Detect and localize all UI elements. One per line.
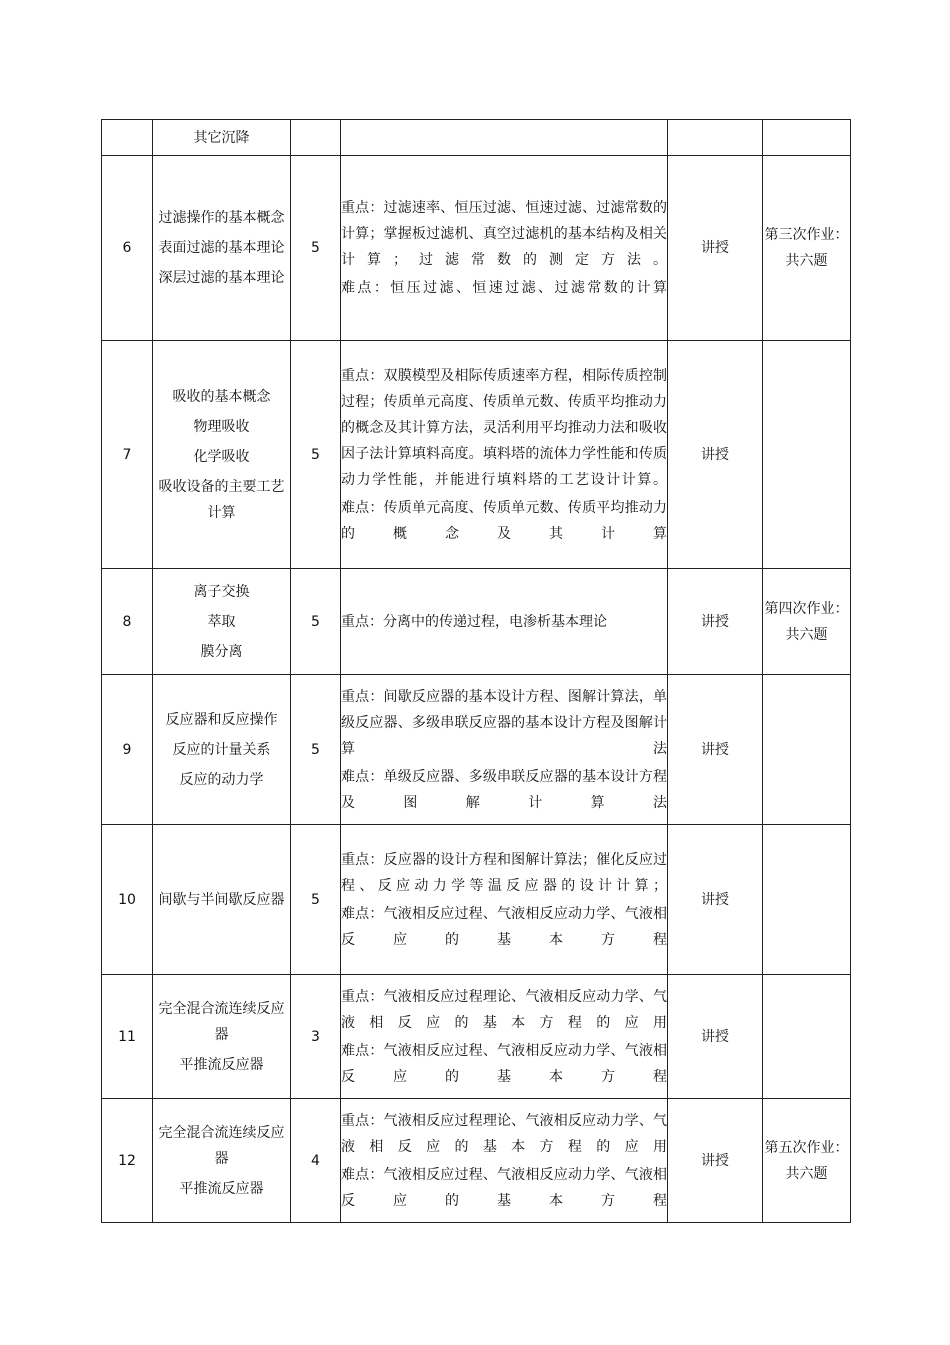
difficulty-text: 难点：恒压过滤、恒速过滤、过滤常数的计算 xyxy=(341,280,667,296)
topic-item: 表面过滤的基本理论 xyxy=(158,240,285,256)
key-point-text: 重点：间歇反应器的基本设计方程、图解计算法，单级反应器、多级串联反应器的基本设计方程及图解计算法 xyxy=(341,688,667,757)
table-row xyxy=(102,341,851,569)
key-points-cell xyxy=(341,675,668,825)
key-points-cell xyxy=(341,120,668,156)
key-point-text: 重点：过滤速率、恒压过滤、恒速过滤、过滤常数的计算；掌握板过滤机、真空过滤机的基本结构及相关计算；过滤常数的测定方法。 xyxy=(341,200,667,268)
row-number xyxy=(102,120,153,156)
topic-item: 吸收的基本概念 xyxy=(172,388,271,405)
row-number: 12 xyxy=(102,1099,153,1223)
key-points-cell xyxy=(341,341,668,569)
topic-item: 反应器和反应操作 xyxy=(165,711,278,728)
syllabus-body xyxy=(102,120,851,1223)
homework-cell xyxy=(763,825,851,975)
table-row xyxy=(102,156,851,341)
method-cell: 讲授 xyxy=(668,569,763,675)
table-row xyxy=(102,1099,851,1223)
table-row xyxy=(102,675,851,825)
key-points-cell xyxy=(341,1099,668,1223)
topic-item: 其它沉降 xyxy=(193,129,250,146)
hours-cell: 4 xyxy=(291,1099,341,1223)
key-point-text: 重点：气液相反应过程理论、气液相反应动力学、气液相反应的基本方程的应用 xyxy=(341,988,667,1031)
topic-item: 吸收设备的主要工艺计算 xyxy=(158,478,285,521)
difficulty-text: 难点：气液相反应过程、气液相反应动力学、气液相反应的基本方程 xyxy=(341,905,667,948)
table-row xyxy=(102,825,851,975)
syllabus-table xyxy=(101,119,851,1223)
difficulty-text: 难点：气液相反应过程、气液相反应动力学、气液相反应的基本方程 xyxy=(341,1166,667,1209)
key-point-text: 重点：分离中的传递过程，电渗析基本理论 xyxy=(341,613,607,630)
row-number: 7 xyxy=(102,341,153,569)
homework-cell xyxy=(763,975,851,1099)
topics-cell xyxy=(153,569,291,675)
key-point-text: 重点：反应器的设计方程和图解计算法；催化反应过程、反应动力学等温反应器的设计计算； xyxy=(341,851,667,894)
topics-cell xyxy=(153,156,291,341)
method-cell: 讲授 xyxy=(668,341,763,569)
topic-item: 膜分离 xyxy=(200,643,243,660)
key-points-cell xyxy=(341,156,668,341)
row-number: 10 xyxy=(102,825,153,975)
homework-cell: 第五次作业：共六题 xyxy=(763,1099,851,1223)
difficulty-text: 难点：单级反应器、多级串联反应器的基本设计方程及图解计算法 xyxy=(341,768,667,811)
topics-cell xyxy=(153,825,291,975)
table-row xyxy=(102,120,851,156)
hours-cell: 5 xyxy=(291,825,341,975)
key-points-cell xyxy=(341,825,668,975)
topic-item: 平推流反应器 xyxy=(179,1056,264,1073)
homework-cell: 第四次作业：共六题 xyxy=(763,569,851,675)
topics-cell xyxy=(153,675,291,825)
topic-item: 过滤操作的基本概念 xyxy=(158,210,285,226)
method-cell: 讲授 xyxy=(668,156,763,341)
key-points-cell xyxy=(341,569,668,675)
topic-item: 离子交换 xyxy=(193,583,250,600)
difficulty-text: 难点：气液相反应过程、气液相反应动力学、气液相反应的基本方程 xyxy=(341,1042,667,1085)
row-number: 6 xyxy=(102,156,153,341)
hours-cell xyxy=(291,120,341,156)
topic-item: 物理吸收 xyxy=(193,418,250,435)
homework-cell: 第三次作业：共六题 xyxy=(763,156,851,341)
topic-item: 反应的动力学 xyxy=(179,771,264,788)
key-point-text: 重点：气液相反应过程理论、气液相反应动力学、气液相反应的基本方程的应用 xyxy=(341,1112,667,1155)
row-number: 11 xyxy=(102,975,153,1099)
topic-item: 完全混合流连续反应器 xyxy=(158,1124,285,1167)
hours-cell: 5 xyxy=(291,156,341,341)
topics-cell xyxy=(153,975,291,1099)
topics-cell xyxy=(153,341,291,569)
key-points-cell xyxy=(341,975,668,1099)
method-cell xyxy=(668,120,763,156)
homework-cell xyxy=(763,341,851,569)
topic-item: 反应的计量关系 xyxy=(172,741,271,758)
hours-cell: 5 xyxy=(291,341,341,569)
row-number: 8 xyxy=(102,569,153,675)
topic-item: 萃取 xyxy=(207,613,236,630)
hours-cell: 5 xyxy=(291,675,341,825)
topic-item: 平推流反应器 xyxy=(179,1180,264,1197)
row-number: 9 xyxy=(102,675,153,825)
method-cell: 讲授 xyxy=(668,975,763,1099)
topics-cell xyxy=(153,1099,291,1223)
topic-item: 间歇与半间歇反应器 xyxy=(158,891,285,908)
key-point-text: 重点：双膜模型及相际传质速率方程，相际传质控制过程；传质单元高度、传质单元数、传质平均推动力的概念及其计算方法，灵活利用平均推动力法和吸收因子法计算填料高度。填料塔的流体力学性能和传质动力学性能，并能进行填料塔的工艺设计计算。 xyxy=(341,367,667,488)
topic-item: 化学吸收 xyxy=(193,448,250,465)
topic-item: 完全混合流连续反应器 xyxy=(158,1000,285,1043)
table-row xyxy=(102,975,851,1099)
difficulty-text: 难点：传质单元高度、传质单元数、传质平均推动力的概念及其计算 xyxy=(341,499,667,542)
homework-cell xyxy=(763,675,851,825)
method-cell: 讲授 xyxy=(668,1099,763,1223)
topic-item: 深层过滤的基本理论 xyxy=(158,270,285,286)
hours-cell: 5 xyxy=(291,569,341,675)
topics-cell xyxy=(153,120,291,156)
hours-cell: 3 xyxy=(291,975,341,1099)
method-cell: 讲授 xyxy=(668,825,763,975)
table-row xyxy=(102,569,851,675)
homework-cell xyxy=(763,120,851,156)
method-cell: 讲授 xyxy=(668,675,763,825)
